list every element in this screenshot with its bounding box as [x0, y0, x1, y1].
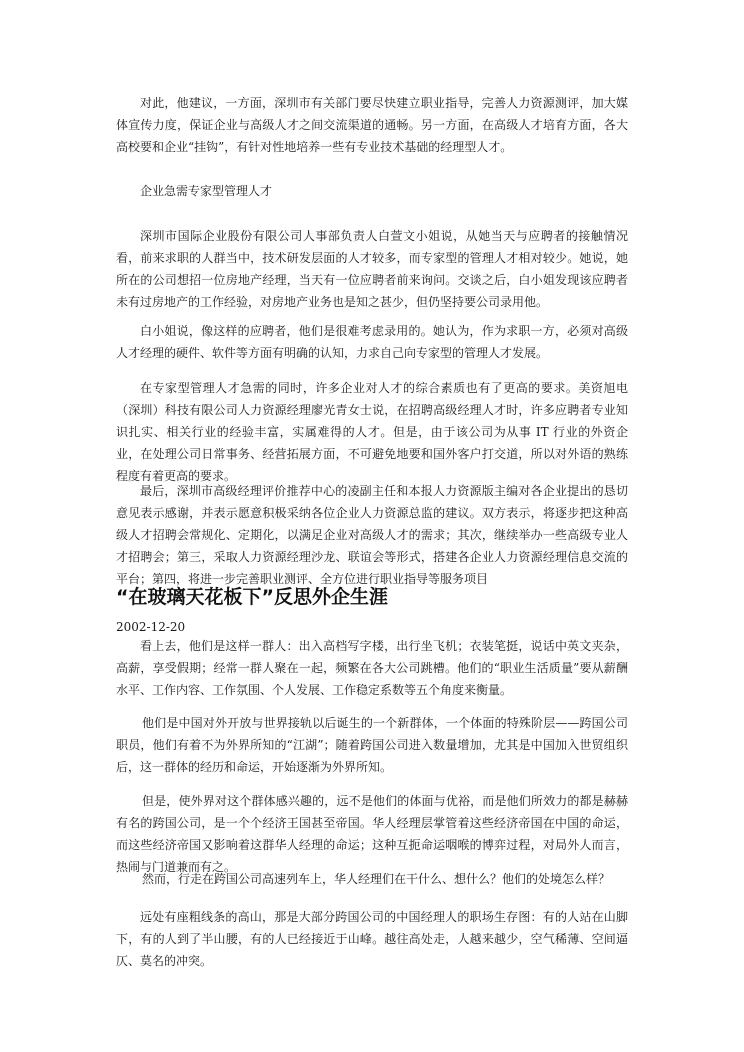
paragraph-7: 他们是中国对外开放与世界接轨以后诞生的一个新群体，一个体面的特殊阶层——跨国公司职员，他们有着不为外界所知的“江湖”；随着跨国公司进入数量增加，尤其是中国加入世贸组织后，这一群体的经历和命运，开始逐渐为外界所知。 — [116, 716, 628, 774]
paragraph-4: 在专家型管理人才急需的同时，许多企业对人才的综合素质也有了更高的要求。美资旭电（深圳）科技有限公司人力资源经理廖光青女士说，在招聘高级经理人才时，许多应聘者专业知识扎实、相关行业的经验丰富，实属难得的人才。但是，由于该公司为从事 IT 行业的外资企业，在处理公司日常事务、经营拓展方面，不可避免地要和国外客户打交道，所以对外语的熟练程度有着更高的要求。 — [116, 381, 628, 483]
paragraph-10: 远处有座粗线条的高山，那是大部分跨国公司的中国经理人的职场生存图：有的人站在山脚下，有的人到了半山腰，有的人已经接近于山峰。越往高处走，人越来越少，空气稀薄、空间逼仄、莫名的冲突。 — [116, 910, 628, 968]
paragraph-8: 但是，使外界对这个群体感兴趣的，远不是他们的体面与优裕，而是他们所效力的都是赫赫有名的跨国公司，是一个个经济王国甚至帝国。华人经理层掌管着这些经济帝国在中国的命运，而这些经济帝国又影响着这群华人经理的命运；这种互扼命运咽喉的博弈过程，对局外人而言，热闹与门道兼而有之。 — [116, 794, 628, 874]
paragraph-6: 看上去，他们是这样一群人：出入高档写字楼，出行坐飞机；衣装笔挺，说话中英文夹杂，高薪，享受假期；经常一群人聚在一起，频繁在各大公司跳槽。他们的“职业生活质量”要从薪酬水平、工作内容、工作氛围、个人发展、工作稳定系数等五个角度来衡量。 — [116, 639, 628, 697]
paragraph-5: 最后，深圳市高级经理评价推荐中心的凌副主任和本报人力资源版主编对各企业提出的恳切意见表示感谢，并表示愿意积极采纳各位企业人力资源总监的建议。双方表示，将逐步把这种高级人才招聘会常规化、定期化，以满足企业对高级人才的需求；其次，继续举办一些高级专业人才招聘会；第三，采取人力资源经理沙龙、联谊会等形式，搭建各企业人力资源经理信息交流的平台；第四，将进一步完善职业测评、全方位进行职业指导等服务项目 — [116, 484, 628, 586]
paragraph-3: 白小姐说，像这样的应聘者，他们是很难考虑录用的。她认为，作为求职一方，必须对高级人才经理的硬件、软件等方面有明确的认知，力求自己向专家型的管理人才发展。 — [116, 324, 628, 360]
paragraph-9: 然而，行走在跨国公司高速列车上，华人经理们在干什么、想什么？他们的处境怎么样？ — [142, 872, 611, 886]
article-date: 2002-12-20 — [116, 620, 186, 634]
paragraph-2: 深圳市国际企业股份有限公司人事部负责人白萱文小姐说，从她当天与应聘者的接触情况看，前来求职的人群当中，技术研发层面的人才较多，而专家型的管理人才相对较少。她说，她所在的公司想招一位房地产经理，当天有一位应聘者前来询问。交谈之后，白小姐发现该应聘者未有过房地产的工作经验，对房地产业务也是知之甚少，但仍坚持要公司录用他。 — [116, 229, 628, 309]
section-subheading: 企业急需专家型管理人才 — [140, 184, 273, 198]
article-title: “在玻璃天花板下”反思外企生涯 — [116, 586, 388, 608]
paragraph-1: 对此，他建议，一方面，深圳市有关部门要尽快建立职业指导，完善人力资源测评，加大媒体宣传力度，保证企业与高级人才之间交流渠道的通畅。另一方面，在高级人才培育方面，各大高校要和企业“挂钩”，有针对性地培养一些有专业技术基础的经理型人才。 — [116, 96, 628, 154]
